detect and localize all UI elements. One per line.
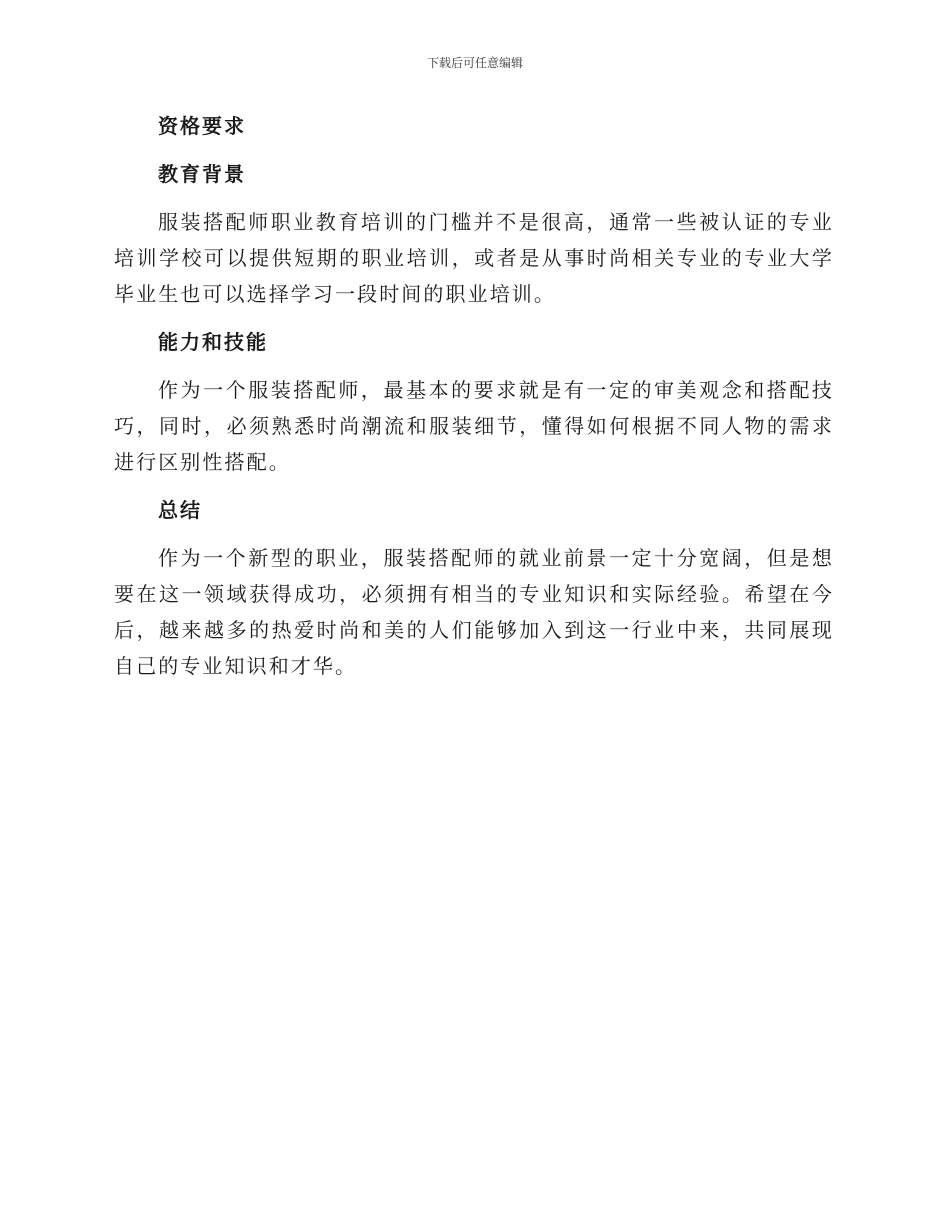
paragraph-education: 服装搭配师职业教育培训的门槛并不是很高，通常一些被认证的专业培训学校可以提供短期的职业培训，或者是从事时尚相关专业的专业大学毕业生也可以选择学习一段时间的职业培训。 — [114, 210, 834, 306]
heading-education: 教育背景 — [158, 162, 246, 186]
paragraph-summary: 作为一个新型的职业，服装搭配师的就业前景一定十分宽阔，但是想要在这一领域获得成功，必须拥有相当的专业知识和实际经验。希望在今后，越来越多的热爱时尚和美的人们能够加入到这一行业中来，共同展现自己的专业知识和才华。 — [114, 546, 834, 678]
document-body — [114, 108, 834, 696]
heading-summary: 总结 — [158, 498, 202, 522]
paragraph-skills: 作为一个服装搭配师，最基本的要求就是有一定的审美观念和搭配技巧，同时，必须熟悉时尚潮流和服装细节，懂得如何根据不同人物的需求进行区别性搭配。 — [114, 378, 834, 474]
heading-qualifications: 资格要求 — [158, 114, 246, 138]
page-header: 下载后可任意编辑 — [426, 56, 523, 70]
heading-skills: 能力和技能 — [158, 330, 268, 354]
